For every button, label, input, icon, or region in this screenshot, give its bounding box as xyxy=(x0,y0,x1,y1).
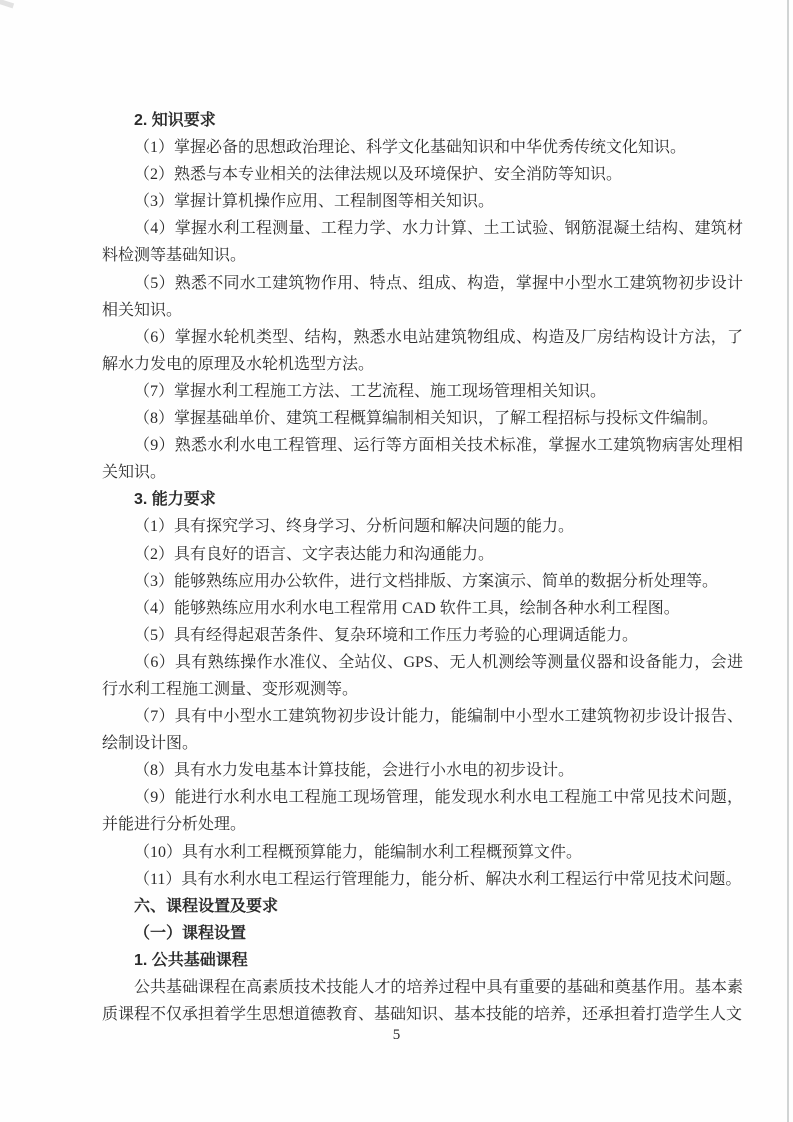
paragraph: （4）能够熟练应用水利水电工程常用 CAD 软件工具，绘制各种水利工程图。 xyxy=(134,599,680,617)
paragraph: （9）熟悉水利水电工程管理、运行等方面相关技术标准，掌握水工建筑物病害处理相关知识。 xyxy=(102,437,743,482)
paragraph: （8）掌握基础单价、建筑工程概算编制相关知识，了解工程招标与投标文件编制。 xyxy=(134,410,719,428)
section-heading: 1. 公共基础课程 xyxy=(134,951,248,969)
section-heading: 3. 能力要求 xyxy=(134,491,216,509)
scan-edge-line-artifact xyxy=(787,0,789,1122)
paragraph: （8）具有水力发电基本计算技能，会进行小水电的初步设计。 xyxy=(134,762,575,780)
paragraph: （11）具有水利水电工程运行管理能力，能分析、解决水利工程运行中常见技术问题。 xyxy=(134,870,742,888)
paragraph: （3）能够熟练应用办公软件，进行文档排版、方案演示、简单的数据分析处理等。 xyxy=(134,572,719,590)
paragraph: （2）具有良好的语言、文字表达能力和沟通能力。 xyxy=(134,545,495,563)
section-heading: 2. 知识要求 xyxy=(134,112,216,129)
page-number: 5 xyxy=(392,1027,401,1043)
paragraph: （9）能进行水利水电工程施工现场管理，能发现水利水电工程施工中常见技术问题，并能进行分析处理。 xyxy=(102,789,743,834)
paragraph: （6）具有熟练操作水准仪、全站仪、GPS、无人机测绘等测量仪器和设备能力，会进行水利工程施工测量、变形观测等。 xyxy=(102,653,743,698)
paragraph: （5）具有经得起艰苦条件、复杂环境和工作压力考验的心理调适能力。 xyxy=(134,626,639,644)
paragraph: 公共基础课程在高素质技术技能人才的培养过程中具有重要的基础和奠基作用。基本素质课程不仅承担着学生思想道德教育、基础知识、基本技能的培养，还承担着打造学生人文 xyxy=(102,979,743,1024)
paragraph: （1）掌握必备的思想政治理论、科学文化基础知识和中华优秀传统文化知识。 xyxy=(134,139,687,157)
document-body xyxy=(102,107,743,1028)
paragraph: （7）掌握水利工程施工方法、工艺流程、施工现场管理相关知识。 xyxy=(134,382,607,400)
paragraph: （5）熟悉不同水工建筑物作用、特点、组成、构造，掌握中小型水工建筑物初步设计相关知识。 xyxy=(102,274,743,319)
paragraph: （4）掌握水利工程测量、工程力学、水力计算、土工试验、钢筋混凝土结构、建筑材料检测等基础知识。 xyxy=(102,220,743,265)
paragraph: （2）熟悉与本专业相关的法律法规以及环境保护、安全消防等知识。 xyxy=(134,166,623,184)
paragraph: （3）掌握计算机操作应用、工程制图等相关知识。 xyxy=(134,193,495,211)
paragraph: （7）具有中小型水工建筑物初步设计能力，能编制中小型水工建筑物初步设计报告、绘制设计图。 xyxy=(102,708,743,753)
section-heading: （一）课程设置 xyxy=(134,924,247,942)
paragraph: （10）具有水利工程概预算能力，能编制水利工程概预算文件。 xyxy=(134,843,583,861)
section-heading: 六、课程设置及要求 xyxy=(134,897,279,915)
paragraph: （6）掌握水轮机类型、结构，熟悉水电站建筑物组成、构造及厂房结构设计方法，了解水力发电的原理及水轮机选型方法。 xyxy=(102,328,743,373)
scan-corner-artifact xyxy=(0,0,14,8)
paragraph: （1）具有探究学习、终身学习、分析问题和解决问题的能力。 xyxy=(134,518,575,536)
